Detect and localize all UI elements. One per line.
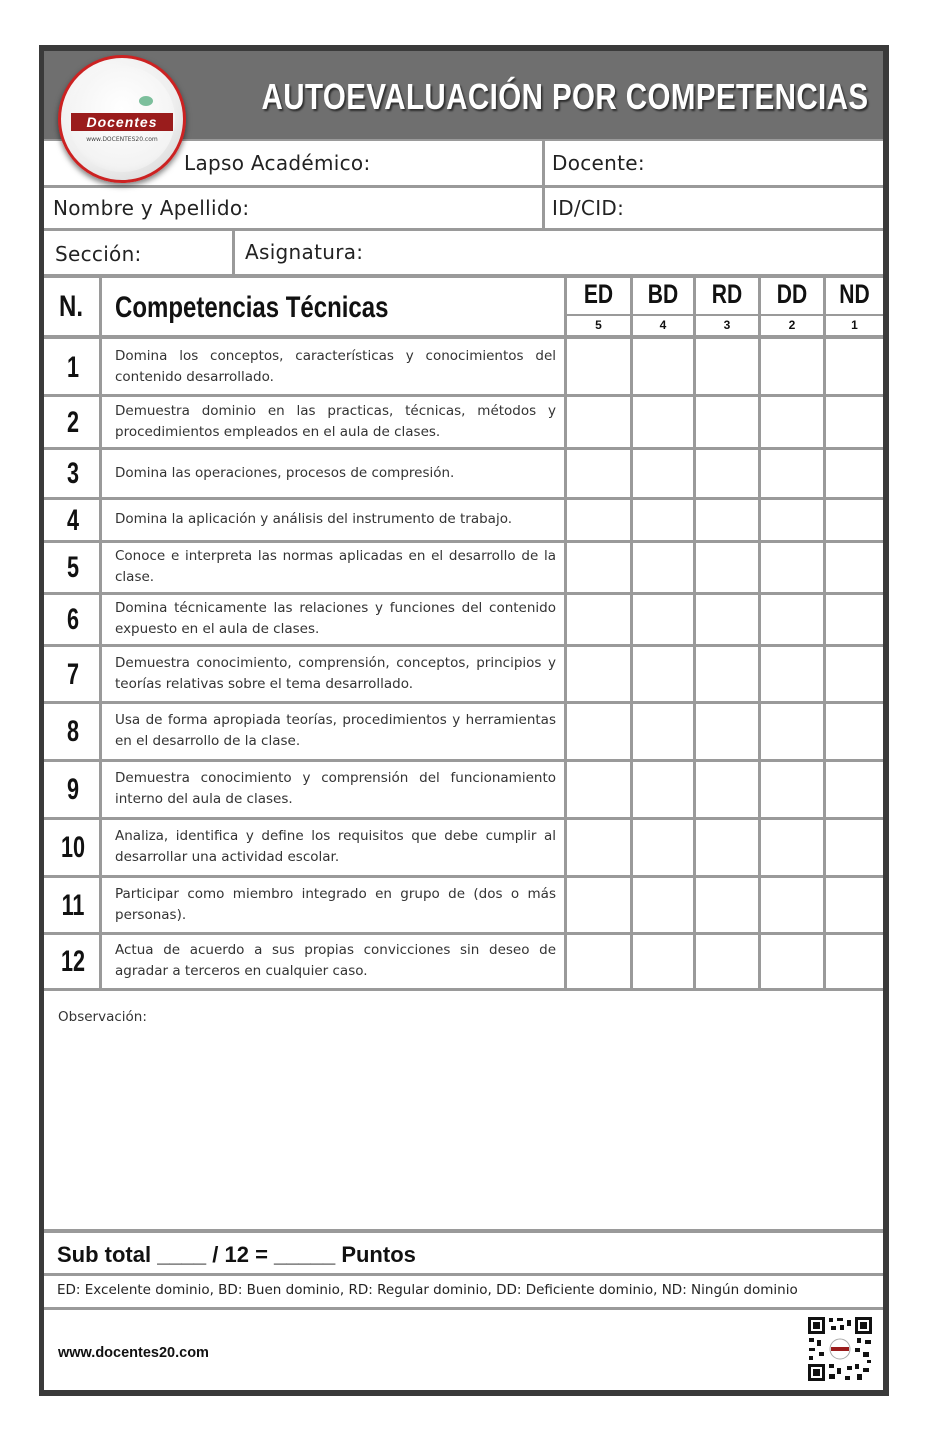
rating-cell-rd[interactable] — [696, 819, 758, 875]
field-asignatura[interactable]: Asignatura: — [245, 240, 364, 264]
rating-cell-dd[interactable] — [761, 646, 823, 701]
row-number: 10 — [60, 831, 86, 864]
subtotal-line[interactable]: Sub total ____ / 12 = _____ Puntos — [57, 1242, 416, 1267]
rating-cell-rd[interactable] — [696, 877, 758, 932]
competency-text: Demuestra conocimiento, comprensión, conceptos, principios y teorías relativas sobre el tema desarrollado. — [115, 654, 556, 692]
col-score-ed: 5 — [595, 318, 602, 332]
col-score-nd: 1 — [851, 318, 858, 332]
competency-text: Conoce e interpreta las normas aplicadas en el desarrollo de la clase. — [115, 548, 556, 585]
rating-cell-dd[interactable] — [761, 499, 823, 540]
page-title: AUTOEVALUACIÓN POR COMPETENCIAS — [261, 76, 869, 117]
col-score-dd: 2 — [788, 318, 796, 332]
rating-cell-nd[interactable] — [826, 339, 883, 394]
rating-cell-dd[interactable] — [761, 761, 823, 817]
rating-cell-nd[interactable] — [826, 396, 883, 447]
rating-cell-bd[interactable] — [633, 449, 693, 497]
rating-cell-dd[interactable] — [761, 819, 823, 875]
col-score-rd: 3 — [723, 318, 731, 332]
competency-text: Domina los conceptos, características y conocimientos del contenido desarrollado. — [115, 347, 556, 385]
field-lapso[interactable]: Lapso Académico: — [184, 151, 371, 175]
rating-cell-dd[interactable] — [761, 542, 823, 592]
logo-brand: Docentes — [71, 113, 173, 131]
qr-code-icon — [807, 1316, 873, 1382]
col-header-bd: BD — [647, 279, 679, 309]
competency-text: Domina las operaciones, procesos de compresión. — [115, 464, 455, 481]
competency-text: Domina técnicamente las relaciones y funciones del contenido expuesto en el aula de clases. — [115, 600, 556, 637]
col-score-bd: 4 — [659, 318, 667, 332]
rating-cell-dd[interactable] — [761, 339, 823, 394]
observacion-label[interactable]: Observación: — [58, 1009, 147, 1025]
row-number: 4 — [66, 503, 80, 537]
rating-cell-dd[interactable] — [761, 877, 823, 932]
num-header: N. — [59, 290, 83, 323]
rating-cell-nd[interactable] — [826, 877, 883, 932]
rating-cell-nd[interactable] — [826, 934, 883, 988]
rating-cell-nd[interactable] — [826, 594, 883, 644]
rating-cell-ed[interactable] — [567, 703, 630, 759]
rating-cell-bd[interactable] — [633, 499, 693, 540]
rating-cell-ed[interactable] — [567, 396, 630, 447]
col-header-nd: ND — [839, 279, 870, 309]
website-link[interactable]: www.docentes20.com — [58, 1345, 209, 1361]
rating-cell-ed[interactable] — [567, 646, 630, 701]
rating-cell-bd[interactable] — [633, 646, 693, 701]
rating-cell-ed[interactable] — [567, 761, 630, 817]
rating-cell-ed[interactable] — [567, 819, 630, 875]
rating-cell-bd[interactable] — [633, 396, 693, 447]
rating-cell-dd[interactable] — [761, 934, 823, 988]
rating-cell-nd[interactable] — [826, 449, 883, 497]
rating-cell-bd[interactable] — [633, 877, 693, 932]
field-id[interactable]: ID/CID: — [552, 196, 625, 220]
col-header-dd: DD — [776, 279, 808, 309]
legend-text: ED: Excelente dominio, BD: Buen dominio, RD: Regular dominio, DD: Deficiente dominio, ND: Ningún dominio — [57, 1282, 798, 1298]
rating-cell-ed[interactable] — [567, 499, 630, 540]
rating-cell-rd[interactable] — [696, 339, 758, 394]
logo-url: www.DOCENTES20.com — [86, 136, 158, 143]
field-docente[interactable]: Docente: — [552, 151, 645, 175]
rating-cell-rd[interactable] — [696, 934, 758, 988]
rating-cell-nd[interactable] — [826, 761, 883, 817]
rating-cell-rd[interactable] — [696, 542, 758, 592]
competency-text: Demuestra dominio en las practicas, técnicas, métodos y procedimientos empleados en el aula de clases. — [115, 402, 556, 440]
competency-text: Usa de forma apropiada teorías, procedimientos y herramientas en el desarrollo de la clase. — [115, 712, 556, 749]
competency-text: Participar como miembro integrado en grupo de (dos o más personas). — [115, 885, 556, 923]
col-header-ed: ED — [583, 279, 614, 309]
rating-cell-nd[interactable] — [826, 703, 883, 759]
rating-cell-bd[interactable] — [633, 542, 693, 592]
rating-cell-dd[interactable] — [761, 594, 823, 644]
rating-cell-bd[interactable] — [633, 819, 693, 875]
rating-cell-rd[interactable] — [696, 646, 758, 701]
row-number: 8 — [66, 715, 80, 748]
field-nombre[interactable]: Nombre y Apellido: — [53, 196, 250, 220]
rating-cell-ed[interactable] — [567, 542, 630, 592]
rating-cell-ed[interactable] — [567, 594, 630, 644]
col-header-rd: RD — [711, 279, 743, 309]
rating-cell-nd[interactable] — [826, 819, 883, 875]
rating-cell-ed[interactable] — [567, 339, 630, 394]
rating-cell-bd[interactable] — [633, 594, 693, 644]
rating-cell-nd[interactable] — [826, 646, 883, 701]
rating-cell-bd[interactable] — [633, 934, 693, 988]
rating-cell-dd[interactable] — [761, 703, 823, 759]
docentes-logo — [58, 55, 186, 183]
rating-cell-ed[interactable] — [567, 877, 630, 932]
chat-bubble-icon — [139, 96, 153, 106]
row-number: 6 — [66, 603, 80, 636]
competency-text: Actua de acuerdo a sus propias convicciones sin deseo de agradar a terceros en cualquier caso. — [115, 942, 556, 979]
row-number: 2 — [66, 405, 80, 439]
rating-cell-nd[interactable] — [826, 542, 883, 592]
competency-text: Analiza, identifica y define los requisitos que debe cumplir al desarrollar una actividad escolar. — [115, 828, 556, 865]
rating-cell-rd[interactable] — [696, 594, 758, 644]
competencias-header: Competencias Técnicas — [115, 291, 389, 324]
field-seccion[interactable]: Sección: — [55, 242, 142, 266]
rating-cell-dd[interactable] — [761, 449, 823, 497]
row-number: 3 — [66, 457, 80, 490]
row-number: 7 — [66, 657, 80, 691]
competency-text: Demuestra conocimiento y comprensión del funcionamiento interno del aula de clases. — [115, 770, 556, 807]
rating-cell-bd[interactable] — [633, 761, 693, 817]
competency-text: Domina la aplicación y análisis del instrumento de trabajo. — [115, 511, 513, 527]
rating-cell-rd[interactable] — [696, 396, 758, 447]
row-number: 9 — [66, 773, 80, 806]
rating-cell-bd[interactable] — [633, 703, 693, 759]
row-number: 11 — [61, 888, 85, 922]
rating-cell-dd[interactable] — [761, 396, 823, 447]
rating-cell-bd[interactable] — [633, 339, 693, 394]
rating-cell-ed[interactable] — [567, 449, 630, 497]
rating-cell-rd[interactable] — [696, 761, 758, 817]
rating-cell-nd[interactable] — [826, 499, 883, 540]
rating-cell-rd[interactable] — [696, 449, 758, 497]
rating-cell-rd[interactable] — [696, 499, 758, 540]
row-number: 12 — [60, 945, 86, 978]
row-number: 1 — [66, 350, 80, 384]
rating-cell-ed[interactable] — [567, 934, 630, 988]
row-number: 5 — [66, 551, 80, 584]
rating-cell-rd[interactable] — [696, 703, 758, 759]
